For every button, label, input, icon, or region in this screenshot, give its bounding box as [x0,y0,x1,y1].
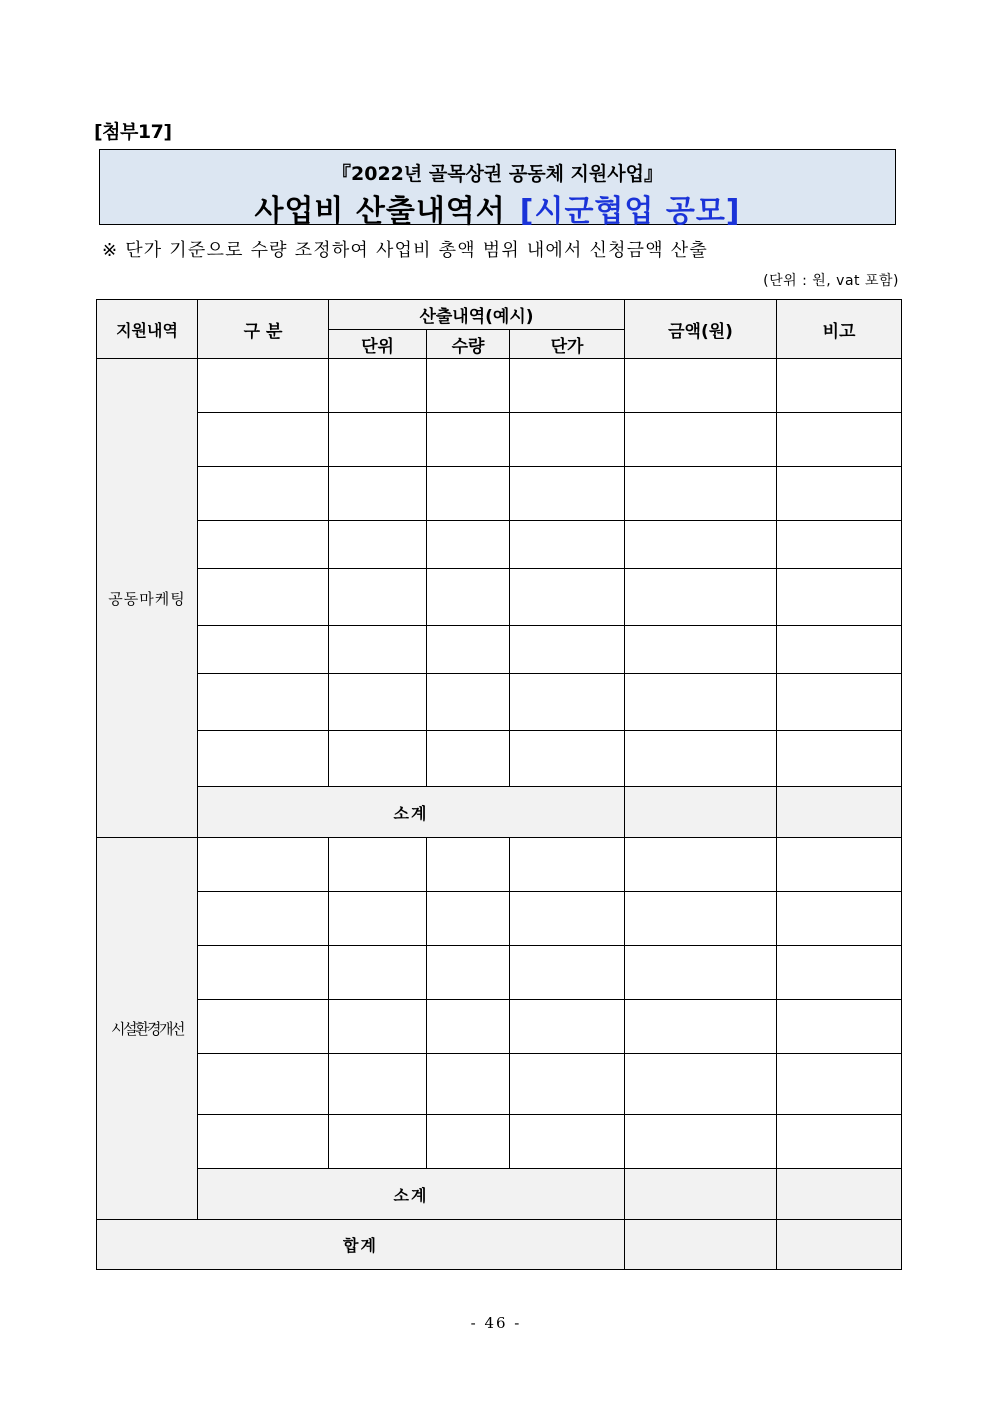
cell-category[interactable] [198,1054,329,1115]
cell-remarks[interactable] [777,359,902,413]
cell-unit-price[interactable] [510,626,625,674]
cell-quantity[interactable] [427,946,510,1000]
cell-category[interactable] [198,467,329,521]
header-remarks: 비고 [777,300,902,359]
cell-quantity[interactable] [427,413,510,467]
subtotal-remarks[interactable] [777,1169,902,1220]
header-support: 지원내역 [97,300,198,359]
cell-unit[interactable] [329,946,427,1000]
header-quantity: 수량 [427,330,510,359]
subtotal-label: 소계 [198,1169,625,1220]
cell-quantity[interactable] [427,838,510,892]
cell-category[interactable] [198,569,329,626]
title-line1: 『2022년 골목상권 공동체 지원사업』 [332,163,663,185]
cell-unit-price[interactable] [510,569,625,626]
cell-category[interactable] [198,892,329,946]
table-row [97,626,902,674]
cell-remarks[interactable] [777,467,902,521]
cell-remarks[interactable] [777,1115,902,1169]
cell-unit-price[interactable] [510,467,625,521]
cell-unit-price[interactable] [510,946,625,1000]
title-line2 [100,186,895,230]
cell-unit-price[interactable] [510,1000,625,1054]
cell-amount[interactable] [625,359,777,413]
cell-category[interactable] [198,521,329,569]
cell-remarks[interactable] [777,838,902,892]
cell-amount[interactable] [625,467,777,521]
cell-quantity[interactable] [427,359,510,413]
cell-remarks[interactable] [777,892,902,946]
page-number: - 46 - [470,1314,522,1332]
table-row [97,467,902,521]
table-row [97,569,902,626]
cell-quantity[interactable] [427,674,510,731]
total-remarks[interactable] [777,1220,902,1270]
cell-remarks[interactable] [777,1054,902,1115]
cell-unit[interactable] [329,1000,427,1054]
cell-quantity[interactable] [427,1054,510,1115]
subtotal-row [97,787,902,838]
table-row [97,892,902,946]
instruction-note: ※ 단가 기준으로 수량 조정하여 사업비 총액 범위 내에서 신청금액 산출 [102,240,708,261]
table-row [97,674,902,731]
table-row [97,521,902,569]
cell-quantity[interactable] [427,521,510,569]
table-row [97,946,902,1000]
cell-category[interactable] [198,946,329,1000]
cell-unit[interactable] [329,359,427,413]
budget-table [96,299,902,1270]
cell-amount[interactable] [625,1115,777,1169]
cell-category[interactable] [198,731,329,787]
cell-unit[interactable] [329,1115,427,1169]
group-label-marketing: 공동마케팅 [97,359,198,838]
cell-category[interactable] [198,838,329,892]
cell-unit[interactable] [329,626,427,674]
cell-amount[interactable] [625,626,777,674]
cell-amount[interactable] [625,892,777,946]
cell-quantity[interactable] [427,892,510,946]
cell-category[interactable] [198,413,329,467]
cell-unit[interactable] [329,674,427,731]
cell-remarks[interactable] [777,946,902,1000]
cell-amount[interactable] [625,946,777,1000]
table-row [97,359,902,413]
subtotal-row [97,1169,902,1220]
title-main: 사업비 산출내역서 [254,194,506,229]
subtotal-amount[interactable] [625,1169,777,1220]
cell-unit-price[interactable] [510,521,625,569]
table-row [97,731,902,787]
cell-quantity[interactable] [427,569,510,626]
total-label: 합계 [97,1220,625,1270]
header-amount: 금액(원) [625,300,777,359]
cell-quantity[interactable] [427,1115,510,1169]
subtotal-remarks[interactable] [777,787,902,838]
cell-amount[interactable] [625,413,777,467]
total-row [97,1220,902,1270]
table-row [97,1115,902,1169]
cell-quantity[interactable] [427,731,510,787]
header-category: 구 분 [198,300,329,359]
title-box [99,149,896,229]
cell-remarks[interactable] [777,731,902,787]
cell-remarks[interactable] [777,521,902,569]
cell-amount[interactable] [625,674,777,731]
cell-unit[interactable] [329,1054,427,1115]
cell-remarks[interactable] [777,1000,902,1054]
cell-remarks[interactable] [777,569,902,626]
cell-amount[interactable] [625,1000,777,1054]
table-row [97,1000,902,1054]
cell-category[interactable] [198,359,329,413]
cell-unit-price[interactable] [510,674,625,731]
cell-amount[interactable] [625,1054,777,1115]
cell-amount[interactable] [625,838,777,892]
header-unit: 단위 [329,330,427,359]
cell-category[interactable] [198,1000,329,1054]
cell-unit[interactable] [329,569,427,626]
cell-category[interactable] [198,1115,329,1169]
cell-unit-price[interactable] [510,1115,625,1169]
cell-unit-price[interactable] [510,413,625,467]
total-amount[interactable] [625,1220,777,1270]
cell-category[interactable] [198,674,329,731]
table-row [97,1054,902,1115]
cell-unit[interactable] [329,521,427,569]
cell-unit[interactable] [329,892,427,946]
attachment-label: [첨부17] [94,121,172,143]
cell-unit-price[interactable] [510,1054,625,1115]
cell-amount[interactable] [625,731,777,787]
subtotal-amount[interactable] [625,787,777,838]
cell-unit-price[interactable] [510,359,625,413]
table-row [97,838,902,892]
header-calc: 산출내역(예시) [329,300,625,330]
cell-unit[interactable] [329,467,427,521]
cell-quantity[interactable] [427,1000,510,1054]
cell-quantity[interactable] [427,467,510,521]
cell-unit-price[interactable] [510,838,625,892]
cell-amount[interactable] [625,521,777,569]
cell-unit[interactable] [329,838,427,892]
cell-unit[interactable] [329,731,427,787]
cell-category[interactable] [198,626,329,674]
group-label-facility: 시설환경개선 [97,838,198,1220]
unit-note: (단위 : 원, vat 포함) [763,273,899,289]
cell-unit[interactable] [329,413,427,467]
title-accent: [시군협업 공모] [519,194,741,229]
cell-unit-price[interactable] [510,731,625,787]
cell-amount[interactable] [625,569,777,626]
cell-quantity[interactable] [427,626,510,674]
cell-unit-price[interactable] [510,892,625,946]
cell-remarks[interactable] [777,413,902,467]
subtotal-label: 소계 [198,787,625,838]
header-unit-price: 단가 [510,330,625,359]
cell-remarks[interactable] [777,626,902,674]
cell-remarks[interactable] [777,674,902,731]
table-row [97,413,902,467]
